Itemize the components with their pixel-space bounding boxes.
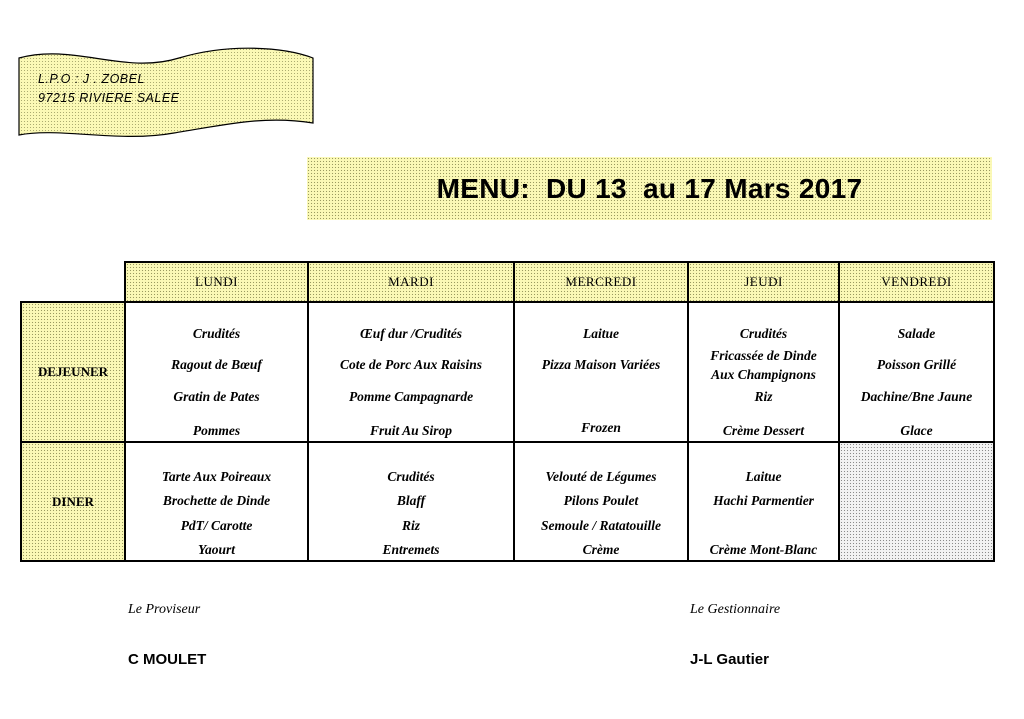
dish: Blaff [396,493,426,508]
dish: Cote de Porc Aux Raisins [339,357,482,372]
dish: Riz [754,389,773,404]
day-header-mardi: MARDI [308,262,514,302]
cell-diner-lundi [125,442,308,561]
dish: Crème Dessert [722,423,805,438]
corner-cell [21,262,125,302]
cell-dejeuner-mercredi [514,302,688,442]
day-header-mercredi: MERCREDI [514,262,688,302]
day-header-vendredi: VENDREDI [839,262,994,302]
dish: Brochette de Dinde [162,493,271,508]
dish: Tarte Aux Poireaux [161,469,272,484]
dish: Yaourt [197,542,236,557]
dish: PdT/ Carotte [180,518,253,533]
dish: Fricassée de Dinde [710,348,817,363]
dish: Pizza Maison Variées [541,357,661,372]
dish: Poisson Grillé [876,357,957,372]
dish: Crudités [739,326,788,341]
day-header-jeudi: JEUDI [688,262,839,302]
school-address: 97215 RIVIERE SALEE [38,91,180,105]
row-label-dejeuner: DEJEUNER [21,302,125,442]
dish: Hachi Parmentier [713,493,814,508]
menu-table [20,261,995,562]
day-header-lundi: LUNDI [125,262,308,302]
title-box [307,157,992,220]
cell-diner-mercredi [514,442,688,561]
dish: Entremets [382,542,440,557]
cell-dejeuner-mardi [308,302,514,442]
cell-dejeuner-vendredi [839,302,994,442]
gestionnaire-role: Le Gestionnaire [690,602,781,617]
menu-title: MENU: DU 13 au 17 Mars 2017 [436,173,863,204]
school-name: L.P.O : J . ZOBEL [38,72,145,86]
dish: Pomme Campagnarde [348,389,474,404]
cell-dejeuner-lundi [125,302,308,442]
proviseur-name: C MOULET [128,651,207,668]
dish: Fruit Au Sirop [369,423,453,438]
dish: Gratin de Pates [173,389,260,404]
cell-diner-vendredi-empty [839,442,994,561]
day-header-row [21,262,994,302]
dish: Pommes [192,423,241,438]
cell-diner-mardi [308,442,514,561]
dish: Semoule / Ratatouille [540,518,661,533]
dish: Riz [401,518,420,533]
proviseur-role: Le Proviseur [128,602,201,617]
dish: Aux Champignons [711,367,816,382]
dish: Laitue [745,469,782,484]
dish: Laitue [583,326,619,341]
cell-dejeuner-jeudi [688,302,839,442]
dish: Crudités [192,326,241,341]
dejeuner-row [21,302,994,442]
dish: Glace [900,423,933,438]
dish: Crème [582,542,620,557]
cell-diner-jeudi [688,442,839,561]
row-label-diner: DINER [21,442,125,561]
dish: Frozen [581,420,621,435]
dish: Œuf dur /Crudités [359,326,463,341]
dish: Crudités [387,469,435,484]
dish: Ragout de Bœuf [171,357,262,372]
dish: Pilons Poulet [563,493,639,508]
dish: Salade [897,326,936,341]
dish: Dachine/Bne Jaune [860,389,973,404]
dish: Velouté de Légumes [545,469,657,484]
dish: Crème Mont-Blanc [709,542,818,557]
diner-row [21,442,994,561]
gestionnaire-name: J-L Gautier [690,651,769,668]
school-banner [14,45,320,145]
